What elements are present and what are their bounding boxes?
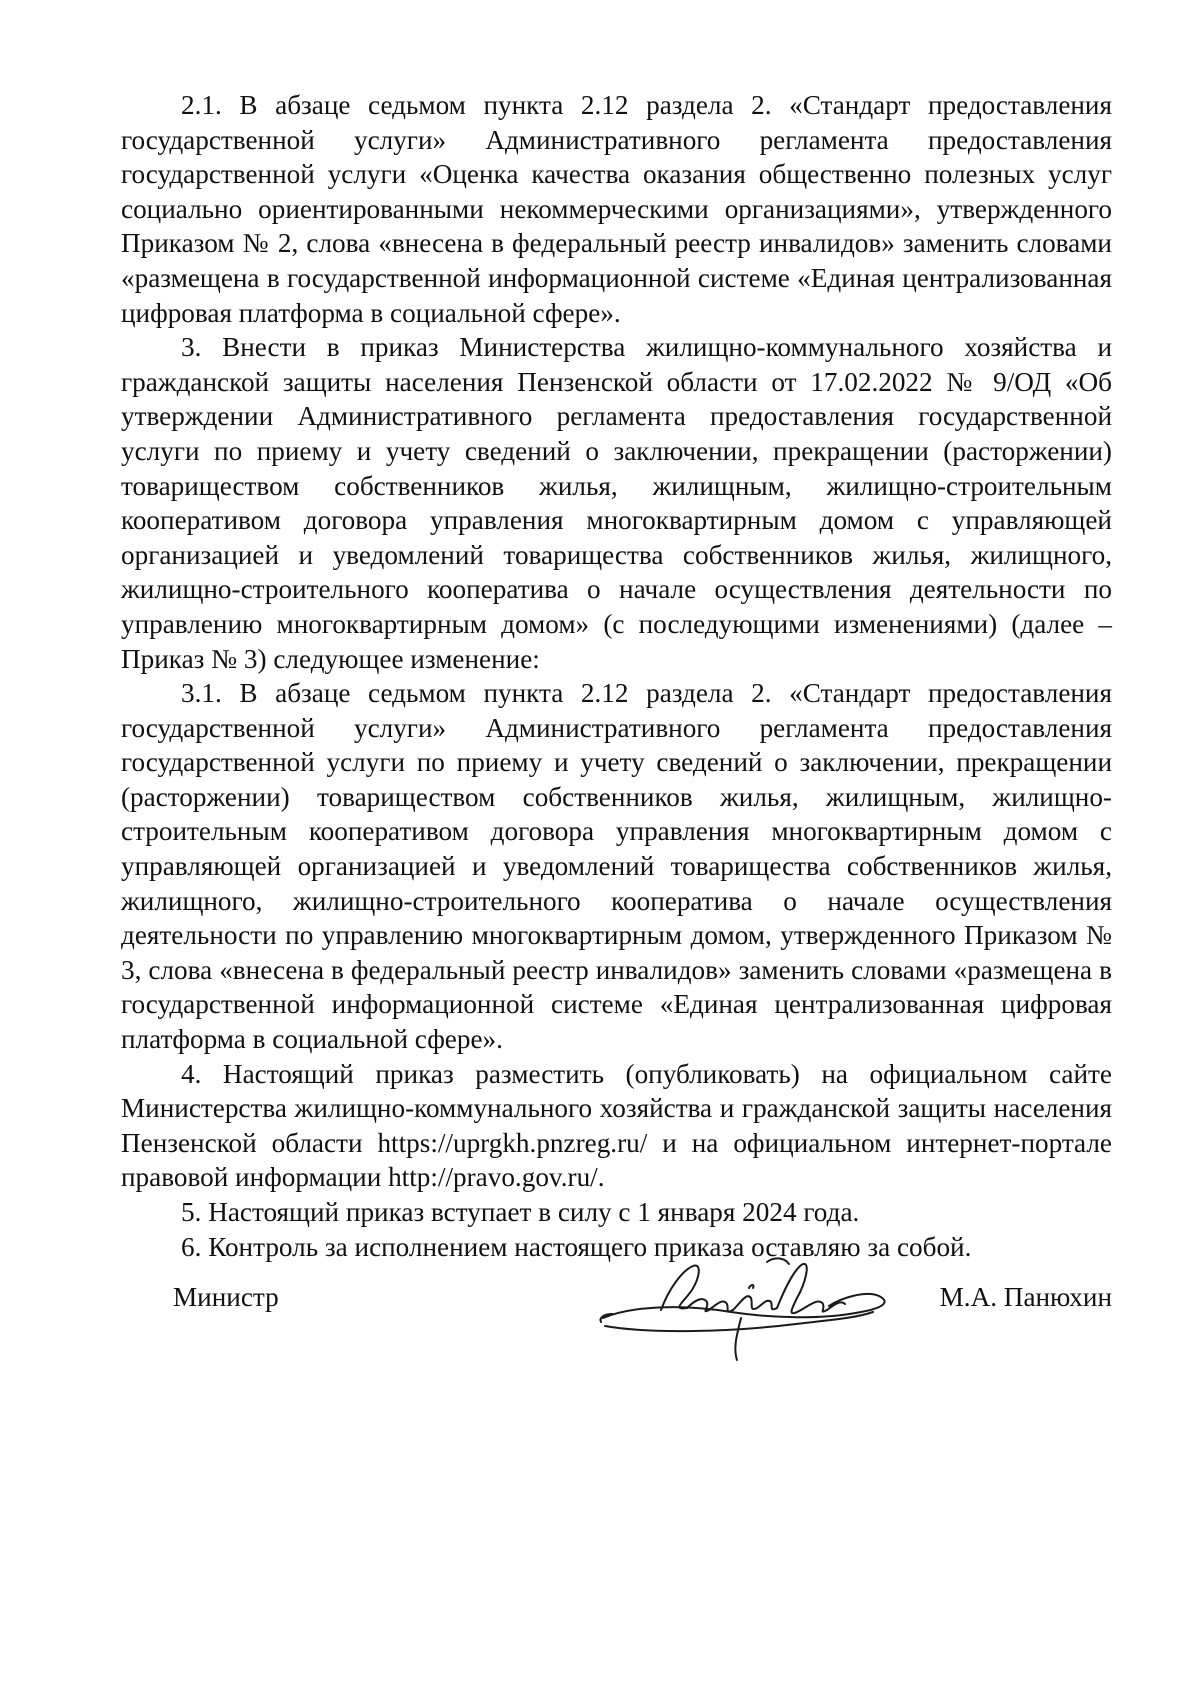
signatory-name: М.А. Панюхин [939, 1282, 1112, 1312]
signatory-title: Министр [173, 1282, 279, 1312]
paragraph-2-1: 2.1. В абзаце седьмом пункта 2.12 раздела 2. «Стандарт предоставления государственной услуги» Административного регламента предоставления государственной услуги «Оценка качества оказания общественно полезных услуг социально ориентированными некоммерческими организациями», утвержденного Приказом № 2, слова «внесена в федеральный реестр инвалидов» заменить словами «размещена в государственной информационной системе «Единая централизованная цифровая платформа в социальной сфере». [121, 90, 1112, 328]
paragraph-3: 3. Внести в приказ Министерства жилищно-коммунального хозяйства и гражданской защиты населения Пензенской области от 17.02.2022 № 9/ОД «Об утверждении Административного регламента предоставления государственной услуги по приему и учету сведений о заключении, прекращении (расторжении) товариществом собственников жилья, жилищным, жилищно-строительным кооперативом договора управления многоквартирным домом с управляющей организацией и уведомлений товарищества собственников жилья, жилищного, жилищно-строительного кооператива о начале осуществления деятельности по управлению многоквартирным домом» (с последующими изменениями) (далее – Приказ № 3) следующее изменение: [121, 332, 1112, 674]
handwritten-signature [591, 1248, 901, 1368]
signature-block [121, 1248, 1112, 1368]
paragraph-5: 5. Настоящий приказ вступает в силу с 1 января 2024 года. [181, 1197, 860, 1227]
document-body [121, 88, 1112, 1264]
paragraph-6: 6. Контроль за исполнением настоящего приказа оставляю за собой. [181, 1231, 972, 1262]
paragraph-3-1: 3.1. В абзаце седьмом пункта 2.12 раздела 2. «Стандарт предоставления государственной услуги» Административного регламента предоставления государственной услуги по приему и учету сведений о заключении, прекращении (расторжении) товариществом собственников жилья, жилищным, жилищно-строительным кооперативом договора управления многоквартирным домом с управляющей организацией и уведомлений товарищества собственников жилья, жилищного, жилищно-строительного кооператива о начале осуществления деятельности по управлению многоквартирным домом, утвержденного Приказом № 3, слова «внесена в федеральный реестр инвалидов» заменить словами «размещена в государственной информационной системе «Единая централизованная цифровая платформа в социальной сфере». [121, 678, 1112, 1055]
paragraph-4: 4. Настоящий приказ разместить (опубликовать) на официальном сайте Министерства жилищно-коммунального хозяйства и гражданской защиты населения Пензенской области https://uprgkh.pnzreg.ru/ и на официальном интернет-портале правовой информации http://pravo.gov.ru/. [121, 1058, 1112, 1193]
